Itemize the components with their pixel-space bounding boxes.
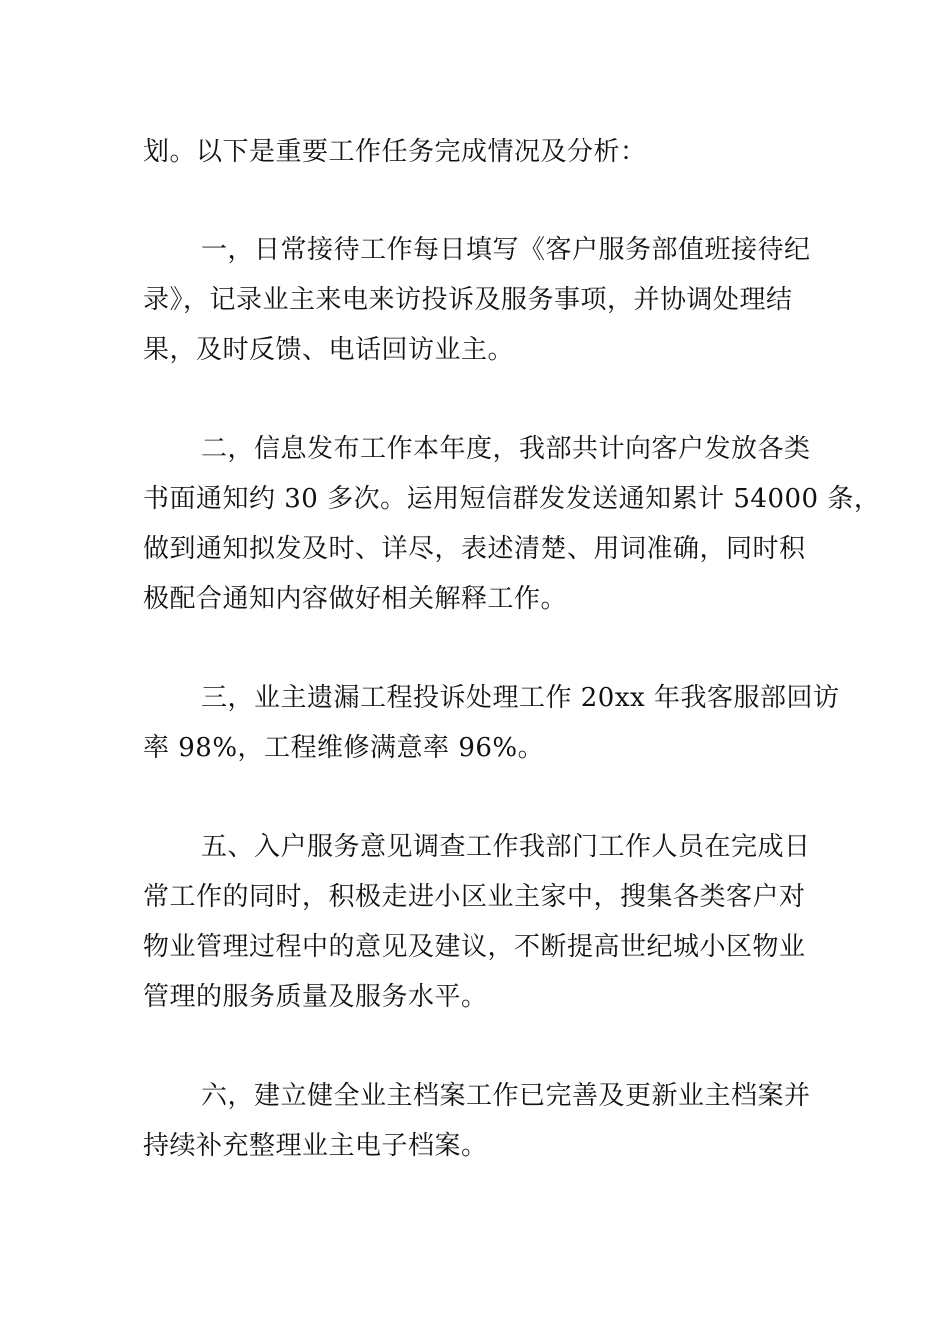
paragraph-line: 三，业主遗漏工程投诉处理工作 20xx 年我客服部回访 [201, 683, 840, 713]
paragraph-line: 书面通知约 30 多次。运用短信群发发送通知累计 54000 条， [143, 484, 881, 514]
paragraph-line: 持续补充整理业主电子档案。 [143, 1131, 488, 1161]
paragraph-line: 一，日常接待工作每日填写《客户服务部值班接待纪 [201, 235, 811, 265]
paragraph-item-2 [143, 424, 881, 624]
paragraph-line: 管理的服务质量及服务水平。 [143, 982, 488, 1012]
paragraph-line: 二，信息发布工作本年度，我部共计向客户发放各类 [201, 434, 811, 464]
paragraph-line: 六，建立健全业主档案工作已完善及更新业主档案并 [201, 1081, 811, 1111]
paragraph-item-1 [143, 225, 823, 375]
paragraph-line: 录》，记录业主来电来访投诉及服务事项，并协调处理结 [143, 285, 793, 315]
paragraph-line: 划。以下是重要工作任务完成情况及分析： [143, 137, 647, 167]
paragraph-item-3 [143, 673, 840, 773]
paragraph-line: 物业管理过程中的意见及建议，不断提高世纪城小区物业 [143, 932, 806, 962]
paragraph-intro [143, 127, 823, 177]
paragraph-line: 极配合通知内容做好相关解释工作。 [143, 584, 568, 614]
paragraph-item-5 [143, 822, 823, 1022]
paragraph-line: 五、入户服务意见调查工作我部门工作人员在完成日 [201, 832, 811, 862]
paragraph-line: 果，及时反馈、电话回访业主。 [143, 335, 515, 365]
paragraph-line: 做到通知拟发及时、详尽，表述清楚、用词准确，同时积 [143, 534, 806, 564]
paragraph-item-6 [143, 1071, 823, 1171]
paragraph-line: 常工作的同时，积极走进小区业主家中，搜集各类客户对 [143, 882, 806, 912]
paragraph-line: 率 98%，工程维修满意率 96%。 [143, 733, 545, 763]
